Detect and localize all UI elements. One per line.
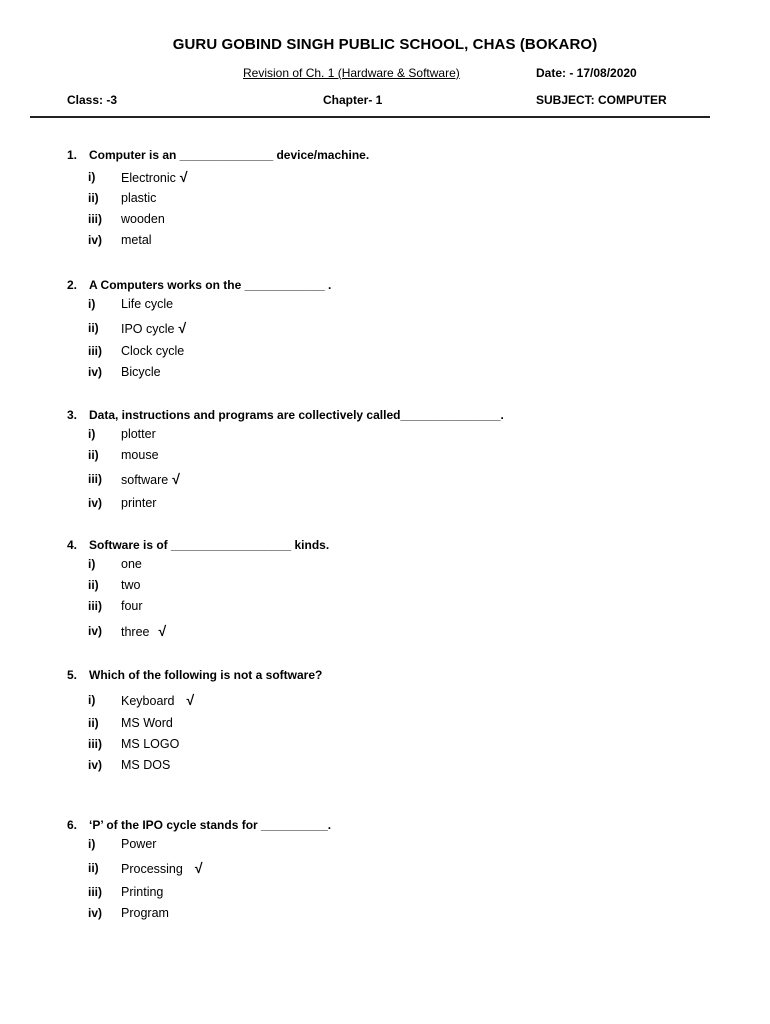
option-item [67, 188, 727, 209]
option-item [67, 341, 727, 362]
option-item [67, 315, 727, 341]
question-6 [67, 816, 727, 924]
option-item [67, 617, 727, 646]
chapter-label: Chapter- 1 [323, 93, 383, 107]
option-item [67, 230, 727, 251]
question-line [67, 666, 727, 684]
option-item [67, 424, 727, 445]
option-text: one [121, 557, 142, 571]
option-number: ii) [88, 191, 99, 205]
option-text: mouse [121, 448, 159, 462]
option-text: IPO cycle [121, 322, 175, 336]
option-text: metal [121, 233, 152, 247]
option-number: i) [88, 170, 96, 184]
question-line [67, 816, 727, 834]
question-text: Software is of __________________ kinds. [89, 538, 330, 552]
option-item [67, 713, 727, 734]
option-number: i) [88, 693, 96, 707]
check-mark-icon: √ [179, 169, 188, 185]
option-number: ii) [88, 578, 99, 592]
option-text: Life cycle [121, 297, 174, 311]
option-text: MS LOGO [121, 737, 180, 751]
question-number: 6. [67, 818, 78, 832]
option-number: ii) [88, 716, 99, 730]
question-number: 1. [67, 148, 78, 162]
option-number: ii) [88, 861, 99, 875]
question-text: Computer is an ______________ device/machine. [89, 148, 370, 162]
question-4 [67, 536, 727, 646]
option-text: Program [121, 906, 169, 920]
option-number: ii) [88, 448, 99, 462]
option-text: Processing [121, 862, 183, 876]
option-item [67, 445, 727, 466]
option-text: plastic [121, 191, 157, 205]
option-number: iii) [88, 599, 102, 613]
option-item [67, 596, 727, 617]
header-divider [30, 116, 710, 118]
option-number: iv) [88, 624, 103, 638]
check-mark-icon: √ [178, 320, 187, 336]
option-item [67, 734, 727, 755]
option-number: i) [88, 837, 96, 851]
class-label: Class: -3 [67, 93, 118, 107]
option-item [67, 834, 727, 855]
option-number: iv) [88, 496, 103, 510]
option-number: i) [88, 557, 96, 571]
option-item [67, 882, 727, 903]
revision-title: Revision of Ch. 1 (Hardware & Software) [243, 66, 460, 80]
option-number: iii) [88, 472, 102, 486]
date-label: Date: - 17/08/2020 [536, 66, 637, 80]
option-text: four [121, 599, 143, 613]
option-item [67, 362, 727, 383]
question-number: 5. [67, 668, 78, 682]
option-number: i) [88, 427, 96, 441]
question-1 [67, 146, 727, 251]
option-text: Printing [121, 885, 164, 899]
option-item [67, 903, 727, 924]
question-5 [67, 666, 727, 776]
option-item [67, 167, 727, 188]
option-text: MS DOS [121, 758, 171, 772]
option-number: iii) [88, 344, 102, 358]
question-number: 3. [67, 408, 78, 422]
option-text: wooden [121, 212, 165, 226]
option-number: iv) [88, 365, 103, 379]
option-number: iv) [88, 233, 103, 247]
option-text: Bicycle [121, 365, 161, 379]
question-text: Data, instructions and programs are collectively called_______________. [89, 408, 504, 422]
option-item [67, 294, 727, 315]
option-number: ii) [88, 321, 99, 335]
option-number: iv) [88, 906, 103, 920]
option-text: Power [121, 837, 157, 851]
option-number: iii) [88, 885, 102, 899]
option-text: software [121, 473, 169, 487]
option-item [67, 466, 727, 493]
option-number: iii) [88, 737, 102, 751]
option-text: Clock cycle [121, 344, 185, 358]
question-3 [67, 406, 727, 514]
subject-label: SUBJECT: COMPUTER [536, 93, 667, 107]
option-text: MS Word [121, 716, 173, 730]
question-line [67, 536, 727, 554]
option-text: three [121, 625, 150, 639]
check-mark-icon: √ [158, 623, 167, 639]
option-item [67, 575, 727, 596]
question-text: Which of the following is not a software? [89, 668, 323, 682]
check-mark-icon: √ [172, 471, 180, 487]
option-text: Keyboard [121, 694, 175, 708]
question-number: 4. [67, 538, 78, 552]
question-2 [67, 276, 727, 383]
option-text: plotter [121, 427, 156, 441]
question-line [67, 146, 727, 164]
question-text: A Computers works on the ____________ . [89, 278, 332, 292]
school-name: GURU GOBIND SINGH PUBLIC SCHOOL, CHAS (BOKARO) [172, 36, 598, 53]
option-item [67, 855, 727, 882]
option-item [67, 209, 727, 230]
option-text: two [121, 578, 141, 592]
question-line [67, 406, 727, 424]
option-item [67, 554, 727, 575]
option-item [67, 493, 727, 514]
option-text: printer [121, 496, 157, 510]
option-number: iv) [88, 758, 103, 772]
check-mark-icon: √ [186, 692, 195, 708]
option-number: iii) [88, 212, 102, 226]
question-line [67, 276, 727, 294]
option-text: Electronic [121, 171, 176, 185]
option-item [67, 755, 727, 776]
question-text: ‘P’ of the IPO cycle stands for __________. [89, 818, 332, 832]
check-mark-icon: √ [194, 860, 203, 876]
option-number: i) [88, 297, 96, 311]
option-item [67, 687, 727, 713]
question-number: 2. [67, 278, 78, 292]
